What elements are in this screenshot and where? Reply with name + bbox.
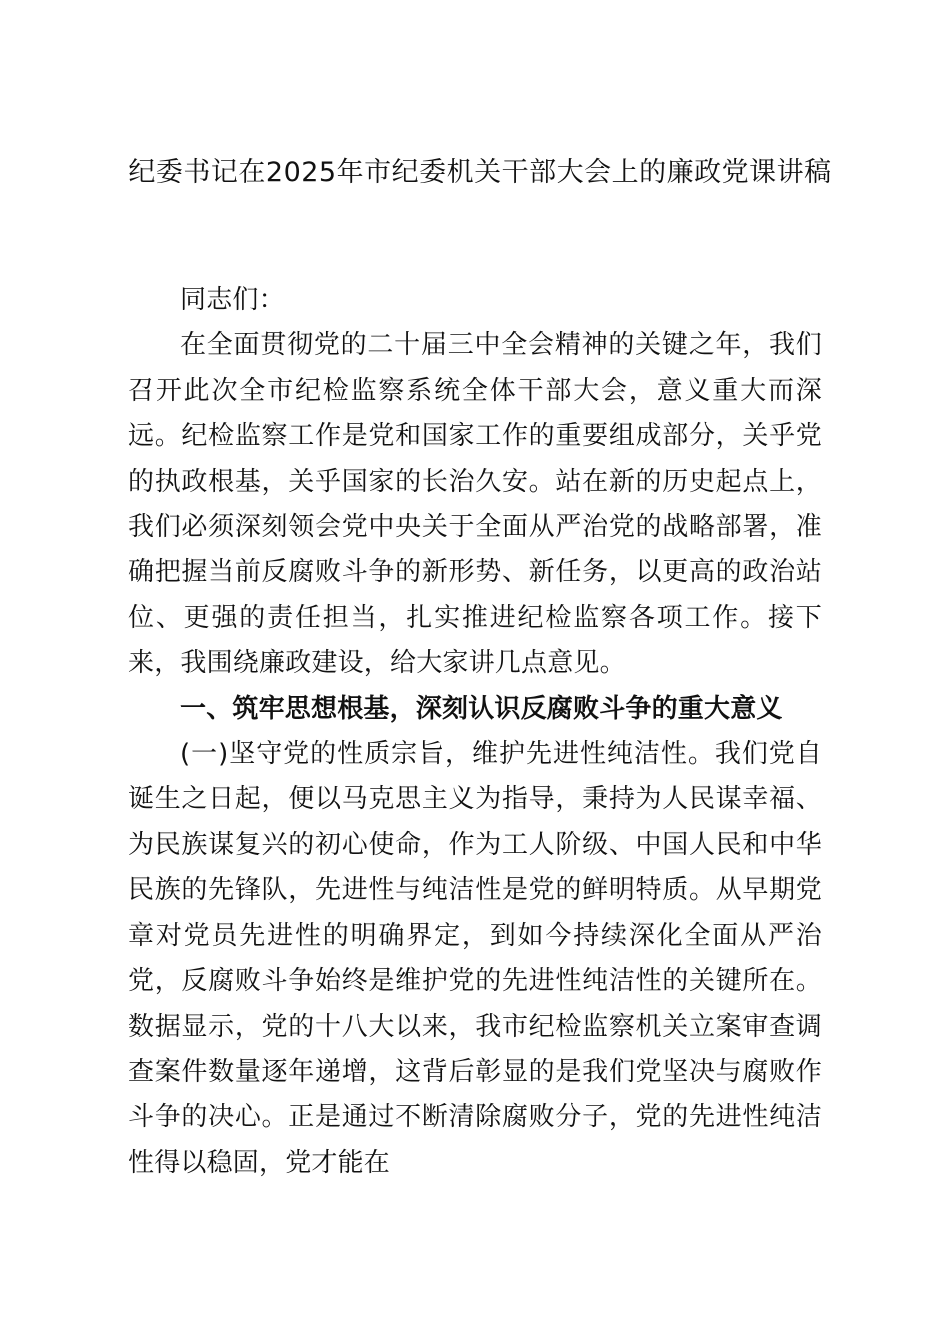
intro-paragraph: 在全面贯彻党的二十届三中全会精神的关键之年，我们召开此次全市纪检监察系统全体干部大会，意义重大而深远。纪检监察工作是党和国家工作的重要组成部分，关乎党的执政根基，关乎国家的长治久安。站在新的历史起点上，我们必须深刻领会党中央关于全面从严治党的战略部署，准确把握当前反腐败斗争的新形势、新任务，以更高的政治站位、更强的责任担当，扎实推进纪检监察各项工作。接下来，我围绕廉政建设，给大家讲几点意见。 bbox=[128, 330, 822, 679]
document-body bbox=[128, 278, 822, 1186]
section-heading-1: 一、筑牢思想根基，深刻认识反腐败斗争的重大意义 bbox=[180, 693, 783, 724]
section-1-paragraph-1: (一)坚守党的性质宗旨，维护先进性纯洁性。我们党自诞生之日起，便以马克思主义为指导，秉持为人民谋幸福、为民族谋复兴的初心使命，作为工人阶级、中国人民和中华民族的先锋队，先进性与纯洁性是党的鲜明特质。从早期党章对党员先进性的明确界定，到如今持续深化全面从严治党，反腐败斗争始终是维护党的先进性纯洁性的关键所在。数据显示，党的十八大以来，我市纪检监察机关立案审查调查案件数量逐年递增，这背后彰显的是我们党坚决与腐败作斗争的决心。正是通过不断清除腐败分子，党的先进性纯洁性得以稳固，党才能在 bbox=[128, 739, 822, 1178]
greeting: 同志们： bbox=[180, 285, 285, 315]
document-title: 纪委书记在2025年市纪委机关干部大会上的廉政党课讲稿 bbox=[128, 157, 832, 188]
